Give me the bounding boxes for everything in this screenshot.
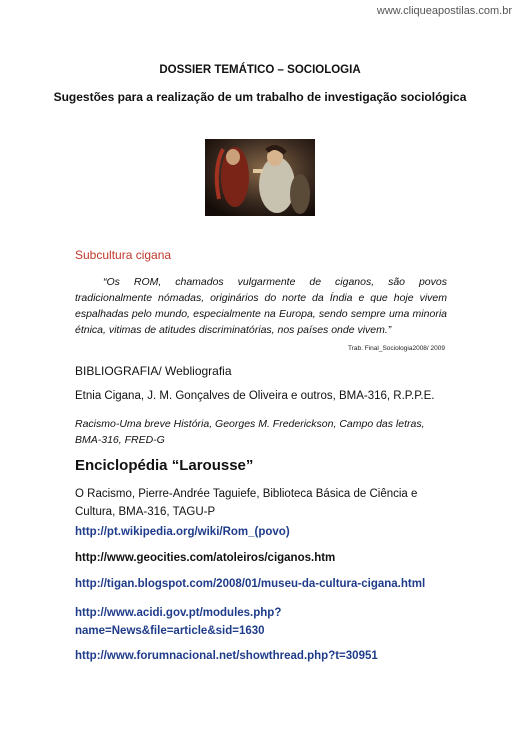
- document-subtitle: Sugestões para a realização de um trabalho de investigação sociológica: [53, 90, 467, 104]
- web-link-acidi[interactable]: http://www.acidi.gov.pt/modules.php?name=News&file=article&sid=1630: [75, 607, 282, 637]
- site-watermark: www.cliqueapostilas.com.br: [376, 5, 512, 17]
- encyclopedia-heading: Enciclopédia “Larousse”: [75, 457, 254, 474]
- romani-dancers-photo: [205, 139, 315, 216]
- quote-block: [75, 274, 447, 338]
- web-link-forumnacional[interactable]: http://www.forumnacional.net/showthread.php?t=30951: [75, 650, 378, 662]
- section-heading: Subcultura cigana: [75, 248, 172, 262]
- quote-text: “Os ROM, chamados vulgarmente de ciganos, são povos tradicionalmente nómadas, originários do norte da Índia e que hoje vivem espalhadas pelo mundo, especialmente na Europa, sendo sempre uma minoria étnica, vitimas de atitudes discriminatórias, nos países onde vivem.”: [75, 276, 447, 336]
- citation: Trab. Final_Sociologia2008/ 2009: [348, 345, 445, 352]
- bibliography-item: Racismo-Uma breve História, Georges M. Frederickson, Campo das letras, BMA-316, FRED-G: [75, 418, 425, 446]
- bibliography-item: Etnia Cigana, J. M. Gonçalves de Oliveira e outros, BMA-316, R.P.P.E.: [75, 390, 435, 402]
- web-link-geocities[interactable]: http://www.geocities.com/atoleiros/ciganos.htm: [75, 552, 336, 564]
- document-title: DOSSIER TEMÁTICO – SOCIOLOGIA: [159, 64, 361, 76]
- web-link-tigan-blog[interactable]: http://tigan.blogspot.com/2008/01/museu-da-cultura-cigana.html: [75, 578, 426, 590]
- web-link-wikipedia[interactable]: http://pt.wikipedia.org/wiki/Rom_(povo): [75, 526, 290, 538]
- encyclopedia-entry: O Racismo, Pierre-Andrée Taguiefe, Biblioteca Básica de Ciência e Cultura, BMA-316, TAGU-P: [75, 488, 418, 518]
- bibliography-heading: BIBLIOGRAFIA/ Webliografia: [75, 364, 232, 378]
